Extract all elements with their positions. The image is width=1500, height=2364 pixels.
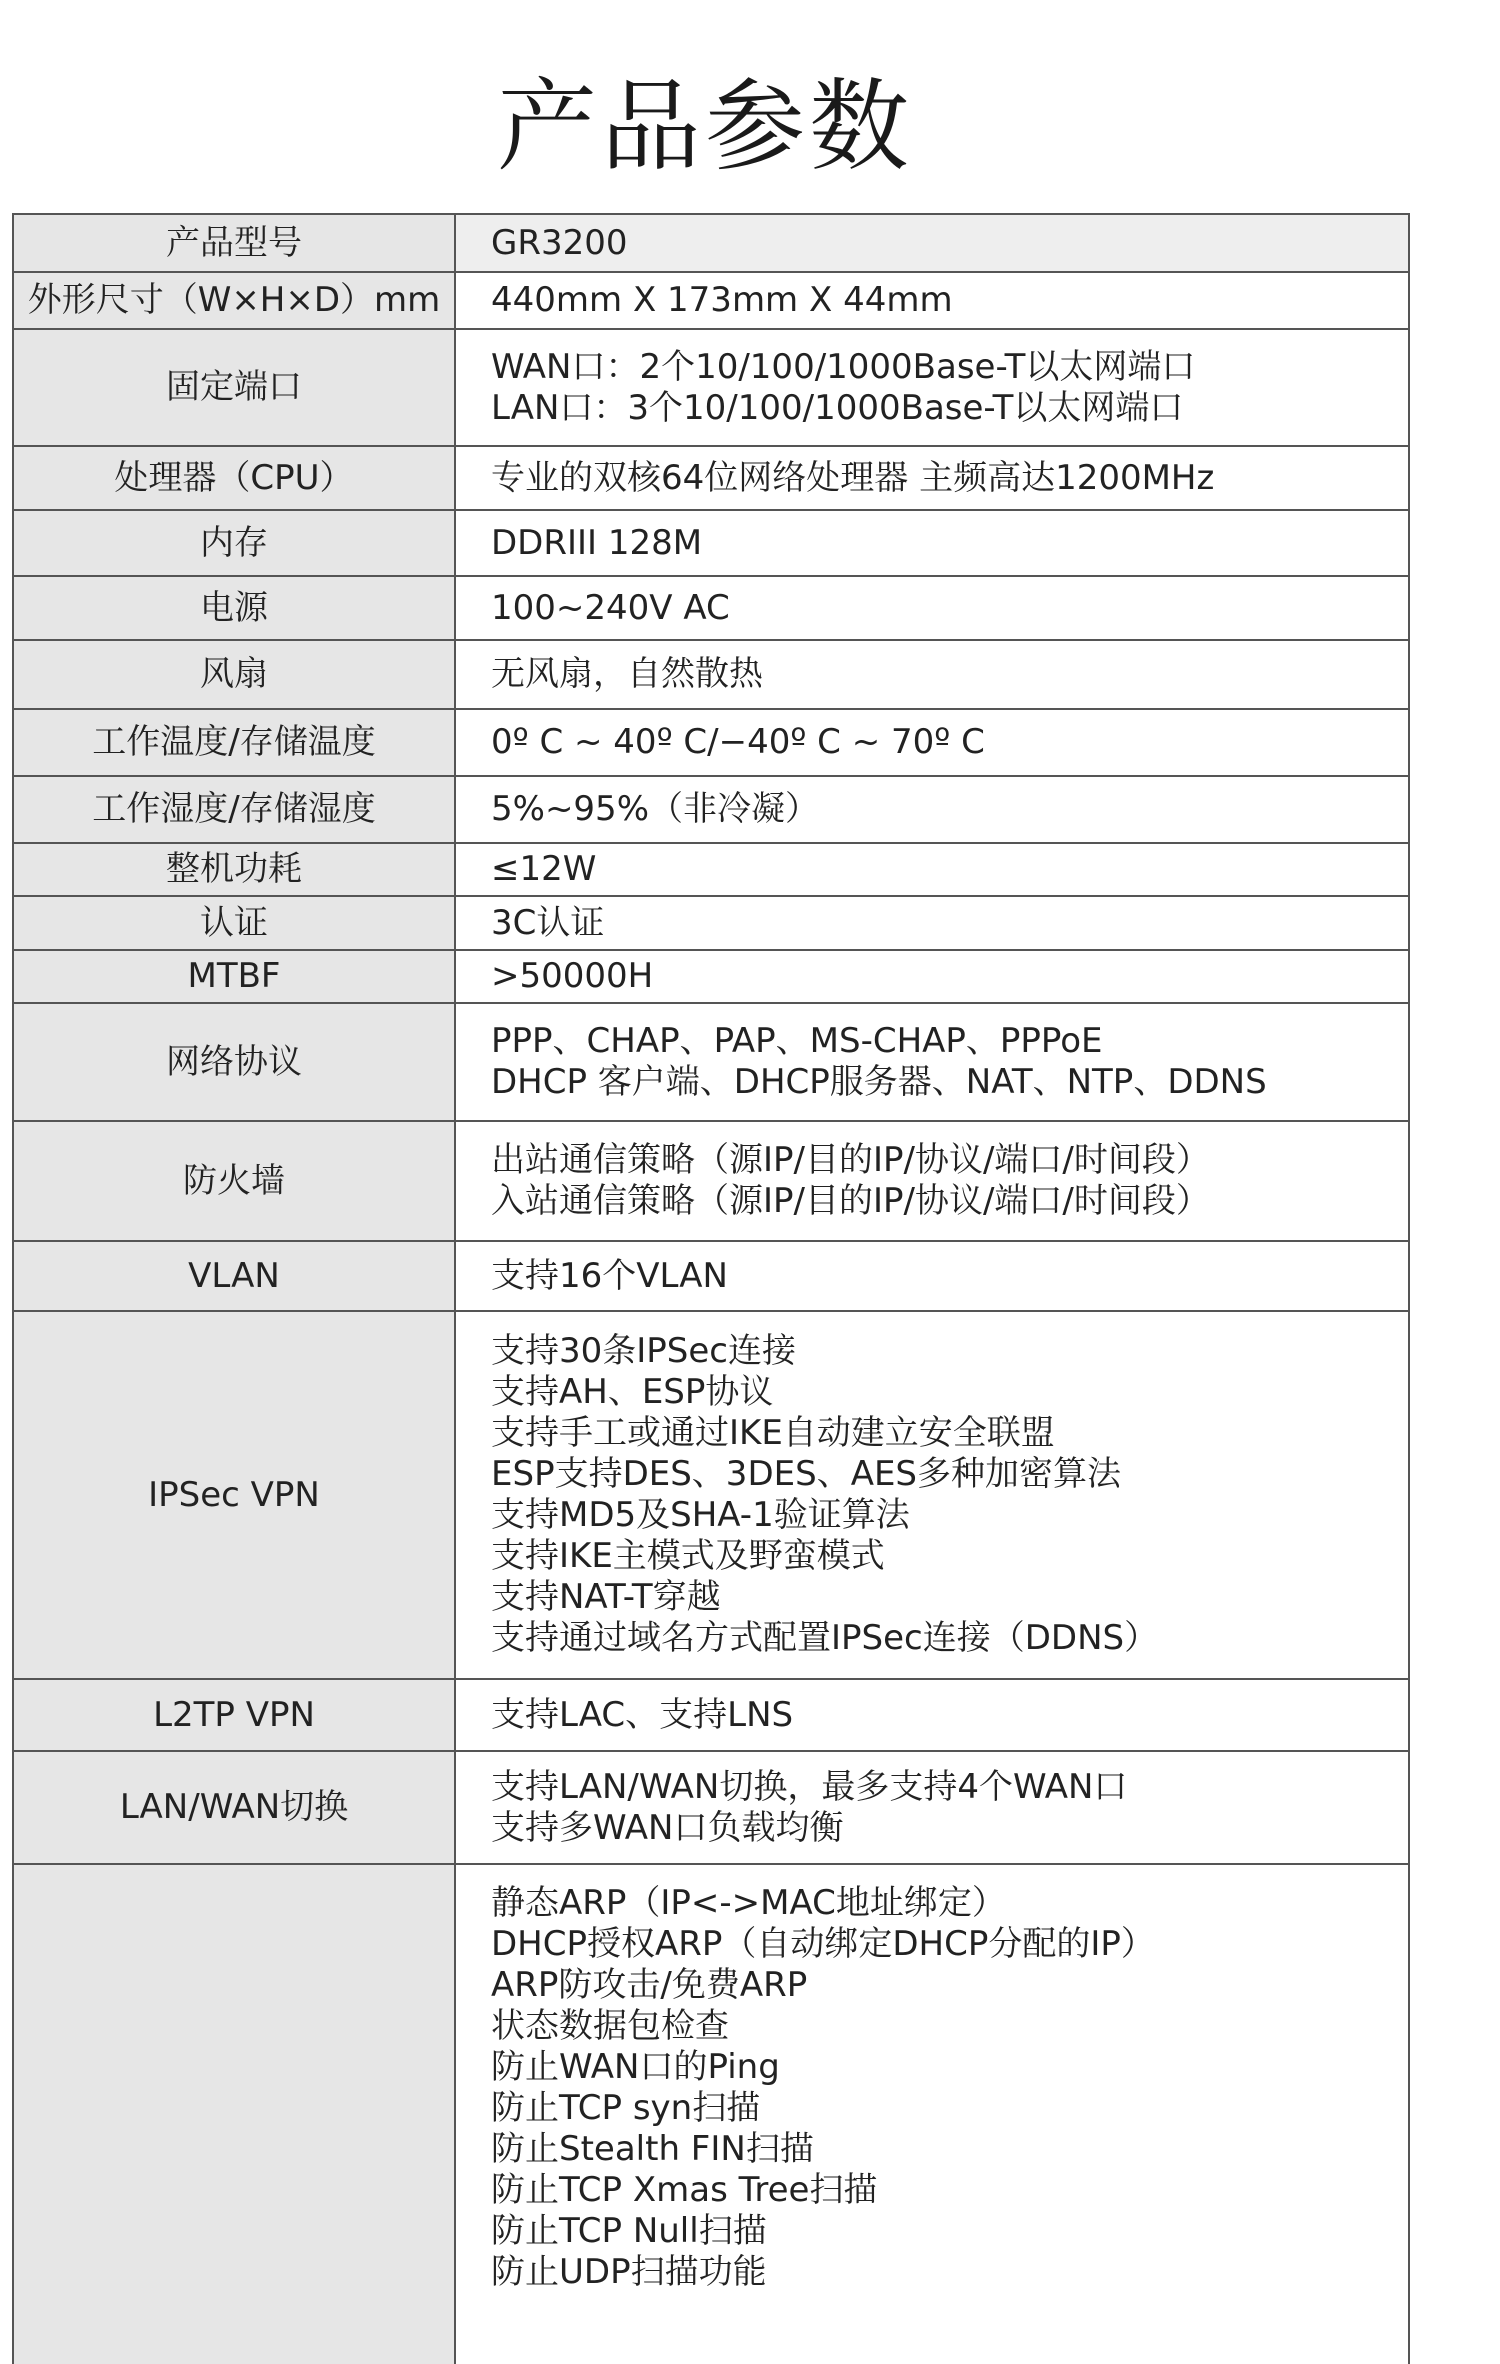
spec-value-line: 防止TCP Null扫描 bbox=[491, 2211, 767, 2251]
spec-value bbox=[455, 510, 1409, 576]
spec-value bbox=[455, 896, 1409, 950]
spec-value-line: 防止UDP扫描功能 bbox=[491, 2252, 767, 2292]
page-title: 产品参数 bbox=[497, 68, 913, 185]
spec-value bbox=[455, 1121, 1409, 1241]
spec-label: 产品型号 bbox=[13, 214, 455, 272]
spec-label: 整机功耗 bbox=[13, 843, 455, 896]
spec-value-line: 支持IKE主模式及野蛮模式 bbox=[491, 1536, 885, 1576]
spec-value-line: 支持LAN/WAN切换，最多支持4个WAN口 bbox=[491, 1766, 1128, 1807]
spec-table bbox=[12, 213, 1410, 2364]
spec-label: 防火墙 bbox=[13, 1121, 455, 1241]
spec-label: 网络协议 bbox=[13, 1003, 455, 1121]
spec-value-line: 防止TCP Xmas Tree扫描 bbox=[491, 2170, 878, 2210]
spec-value-line: 支持LAC、支持LNS bbox=[491, 1694, 794, 1735]
spec-value-line: 3C认证 bbox=[491, 902, 605, 943]
spec-value-line: 入站通信策略（源IP/目的IP/协议/端口/时间段） bbox=[491, 1181, 1210, 1221]
spec-label: 固定端口 bbox=[13, 329, 455, 446]
spec-row bbox=[13, 329, 1409, 446]
spec-label: VLAN bbox=[13, 1241, 455, 1311]
spec-value-line: 支持30条IPSec连接 bbox=[491, 1331, 796, 1371]
spec-row bbox=[13, 576, 1409, 640]
spec-value-line: 支持MD5及SHA-1验证算法 bbox=[491, 1495, 910, 1535]
spec-value-line: DHCP授权ARP（自动绑定DHCP分配的IP） bbox=[491, 1924, 1155, 1964]
spec-value-line: >50000H bbox=[491, 956, 654, 996]
spec-row bbox=[13, 214, 1409, 272]
spec-label: 工作温度/存储温度 bbox=[13, 709, 455, 776]
spec-row bbox=[13, 896, 1409, 950]
spec-label: MTBF bbox=[13, 950, 455, 1003]
spec-value-line: 5%~95%（非冷凝） bbox=[491, 789, 819, 829]
spec-value-line: 防止WAN口的Ping bbox=[491, 2047, 780, 2087]
spec-row bbox=[13, 272, 1409, 329]
spec-row bbox=[13, 1311, 1409, 1679]
spec-value bbox=[455, 776, 1409, 843]
spec-value-line: 支持AH、ESP协议 bbox=[491, 1372, 774, 1412]
spec-value-line: 专业的双核64位网络处理器 主频高达1200MHz bbox=[491, 457, 1215, 498]
spec-value-line: PPP、CHAP、PAP、MS-CHAP、PPPoE bbox=[491, 1021, 1103, 1061]
spec-value bbox=[455, 709, 1409, 776]
spec-label: 工作湿度/存储湿度 bbox=[13, 776, 455, 843]
spec-label: 风扇 bbox=[13, 640, 455, 709]
spec-label: 电源 bbox=[13, 576, 455, 640]
spec-label: 内存 bbox=[13, 510, 455, 576]
spec-label: L2TP VPN bbox=[13, 1679, 455, 1751]
spec-value-line: 状态数据包检查 bbox=[491, 2006, 729, 2046]
spec-value bbox=[455, 1679, 1409, 1751]
spec-value-line: 防止TCP syn扫描 bbox=[491, 2088, 761, 2128]
spec-label: 认证 bbox=[13, 896, 455, 950]
spec-label bbox=[13, 1864, 455, 2364]
spec-row bbox=[13, 1679, 1409, 1751]
spec-value bbox=[455, 1864, 1409, 2364]
spec-value-line: 440mm X 173mm X 44mm bbox=[491, 280, 953, 320]
spec-value bbox=[455, 576, 1409, 640]
spec-value bbox=[455, 329, 1409, 446]
spec-label: 处理器（CPU） bbox=[13, 446, 455, 510]
spec-value bbox=[455, 1751, 1409, 1864]
spec-row bbox=[13, 1121, 1409, 1241]
spec-value bbox=[455, 640, 1409, 709]
spec-row bbox=[13, 640, 1409, 709]
spec-value-line: 支持多WAN口负载均衡 bbox=[491, 1807, 844, 1848]
spec-value-line: ESP支持DES、3DES、AES多种加密算法 bbox=[491, 1454, 1122, 1494]
spec-row bbox=[13, 1864, 1409, 2364]
spec-value-line: 0º C ~ 40º C/−40º C ~ 70º C bbox=[491, 722, 985, 762]
spec-row bbox=[13, 776, 1409, 843]
spec-value-line: 支持通过域名方式配置IPSec连接（DDNS） bbox=[491, 1618, 1159, 1658]
spec-table-body bbox=[13, 214, 1409, 2364]
spec-value bbox=[455, 1311, 1409, 1679]
spec-row bbox=[13, 510, 1409, 576]
spec-value-line: DDRIII 128M bbox=[491, 522, 703, 563]
spec-value bbox=[455, 1241, 1409, 1311]
spec-row bbox=[13, 709, 1409, 776]
spec-value-line: 100~240V AC bbox=[491, 587, 730, 628]
spec-label: LAN/WAN切换 bbox=[13, 1751, 455, 1864]
spec-value-line: LAN口：3个10/100/1000Base-T以太网端口 bbox=[491, 387, 1184, 428]
spec-row bbox=[13, 446, 1409, 510]
spec-value bbox=[455, 446, 1409, 510]
spec-value-line: GR3200 bbox=[491, 222, 628, 263]
spec-value-line: 出站通信策略（源IP/目的IP/协议/端口/时间段） bbox=[491, 1140, 1210, 1180]
spec-label: IPSec VPN bbox=[13, 1311, 455, 1679]
spec-value bbox=[455, 1003, 1409, 1121]
spec-value-line: DHCP 客户端、DHCP服务器、NAT、NTP、DDNS bbox=[491, 1062, 1267, 1102]
spec-label: 外形尺寸（W×H×D）mm bbox=[13, 272, 455, 329]
spec-row bbox=[13, 950, 1409, 1003]
spec-value-line: 无风扇，自然散热 bbox=[491, 654, 763, 694]
spec-value-line: WAN口：2个10/100/1000Base-T以太网端口 bbox=[491, 346, 1196, 387]
spec-value bbox=[455, 272, 1409, 329]
spec-value-line: ≤12W bbox=[491, 849, 597, 889]
spec-value-line: 支持16个VLAN bbox=[491, 1255, 728, 1296]
spec-value-line: 静态ARP（IP<->MAC地址绑定） bbox=[491, 1883, 1006, 1923]
spec-row bbox=[13, 1003, 1409, 1121]
spec-row bbox=[13, 1751, 1409, 1864]
spec-value bbox=[455, 214, 1409, 272]
spec-row bbox=[13, 843, 1409, 896]
spec-value bbox=[455, 843, 1409, 896]
spec-value-line: 防止Stealth FIN扫描 bbox=[491, 2129, 814, 2169]
spec-value-line: 支持NAT-T穿越 bbox=[491, 1577, 721, 1617]
spec-value bbox=[455, 950, 1409, 1003]
spec-value-line: ARP防攻击/免费ARP bbox=[491, 1965, 808, 2005]
spec-value-line: 支持手工或通过IKE自动建立安全联盟 bbox=[491, 1413, 1055, 1453]
spec-row bbox=[13, 1241, 1409, 1311]
